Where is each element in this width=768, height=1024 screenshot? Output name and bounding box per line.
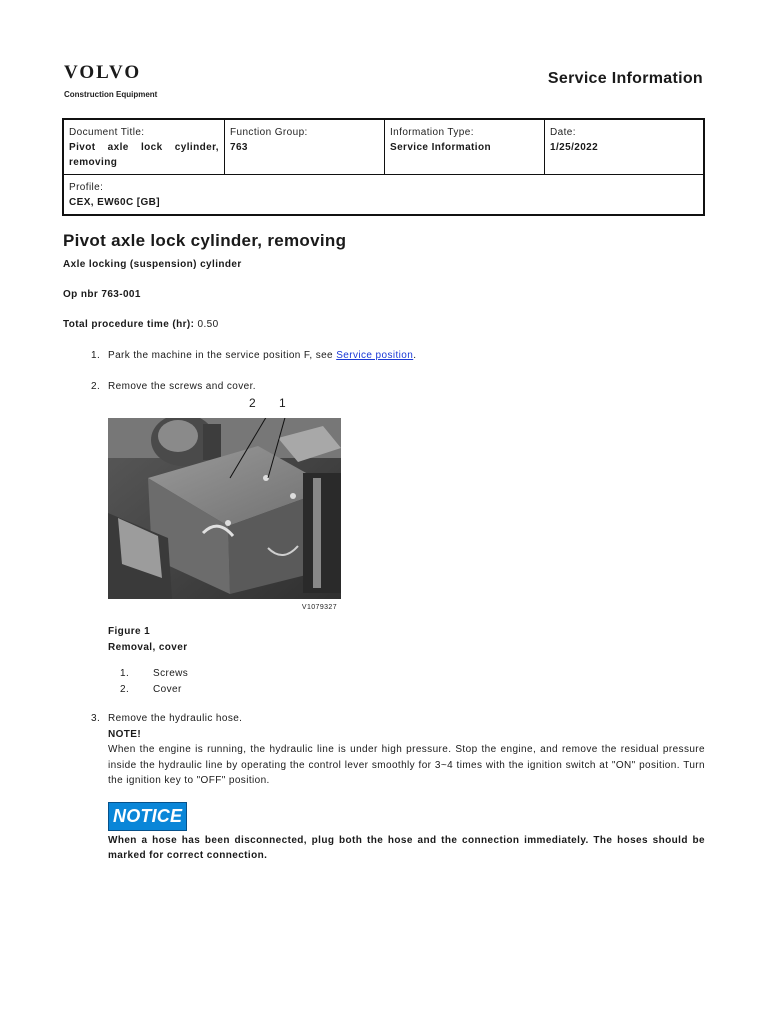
brand-name: VOLVO	[64, 62, 142, 83]
machine-cover-photo	[108, 418, 341, 599]
callout-2: 2	[249, 396, 257, 410]
step-number: 2.	[91, 381, 101, 392]
doc-title-value: Pivot axle lock cylinder, removing	[69, 142, 219, 168]
step-text: Remove the hydraulic hose.	[108, 713, 243, 724]
callout-1: 1	[279, 396, 287, 410]
function-group-value: 763	[230, 142, 248, 153]
main-content	[63, 229, 705, 864]
legend-label: Cover	[153, 684, 182, 695]
operation-number: Op nbr 763-001	[63, 289, 141, 300]
step-item	[63, 711, 705, 789]
notice-text: When a hose has been disconnected, plug both the hose and the connection immediately. The hoses should be marked for correct connection.	[108, 834, 705, 861]
volvo-logo	[64, 64, 157, 99]
step-text: Remove the screws and cover.	[108, 381, 256, 392]
info-type-label: Information Type:	[390, 127, 474, 138]
note-text: When the engine is running, the hydraulic line is under high pressure. Stop the engine, and remove the residual pressure inside the hydraulic line by operating the control lever smoothly for 3~4 times with the ignition switch at "ON" position. Turn the ignition key to "OFF" position.	[108, 744, 705, 786]
figure-legend	[63, 666, 705, 698]
legend-item	[63, 682, 705, 698]
page-subtitle: Axle locking (suspension) cylinder	[63, 259, 242, 270]
procedure-steps	[63, 348, 705, 789]
profile-value: CEX, EW60C [GB]	[69, 197, 161, 208]
figure-callouts	[108, 396, 348, 418]
doc-title-label: Document Title:	[69, 127, 145, 138]
step-number: 1.	[91, 350, 101, 361]
service-position-link[interactable]: Service position	[336, 350, 414, 361]
legend-number: 2.	[120, 684, 130, 695]
figure-number: Figure 1	[108, 626, 151, 637]
note-label: NOTE!	[108, 729, 142, 740]
image-reference: V1079327	[301, 604, 337, 611]
legend-number: 1.	[120, 668, 130, 679]
notice-badge: NOTICE	[108, 802, 187, 831]
document-type-heading: Service Information	[547, 70, 703, 87]
procedure-time-value: 0.50	[197, 319, 219, 330]
date-value: 1/25/2022	[550, 142, 599, 153]
function-group-label: Function Group:	[230, 127, 308, 138]
procedure-time-label: Total procedure time (hr):	[63, 319, 195, 330]
profile-cell	[63, 175, 704, 216]
brand-subtitle: Construction Equipment	[64, 90, 158, 99]
function-group-cell	[225, 119, 385, 175]
doc-title-cell	[63, 119, 225, 175]
profile-label: Profile:	[69, 182, 104, 193]
date-cell	[545, 119, 705, 175]
step-suffix: .	[413, 350, 417, 361]
info-type-value: Service Information	[390, 142, 491, 153]
legend-item	[63, 666, 705, 682]
step-text: Park the machine in the service position F, see	[108, 350, 337, 361]
figure-1	[108, 396, 348, 656]
legend-label: Screws	[153, 668, 189, 679]
date-label: Date:	[550, 127, 576, 138]
figure-caption	[108, 624, 348, 656]
info-type-cell	[385, 119, 545, 175]
step-number: 3.	[91, 713, 101, 724]
step-item	[63, 348, 705, 363]
document-meta-table	[62, 118, 705, 216]
procedure-time	[63, 318, 705, 332]
page-title: Pivot axle lock cylinder, removing	[63, 231, 347, 250]
step-item	[63, 379, 705, 698]
figure-title: Removal, cover	[108, 642, 188, 653]
